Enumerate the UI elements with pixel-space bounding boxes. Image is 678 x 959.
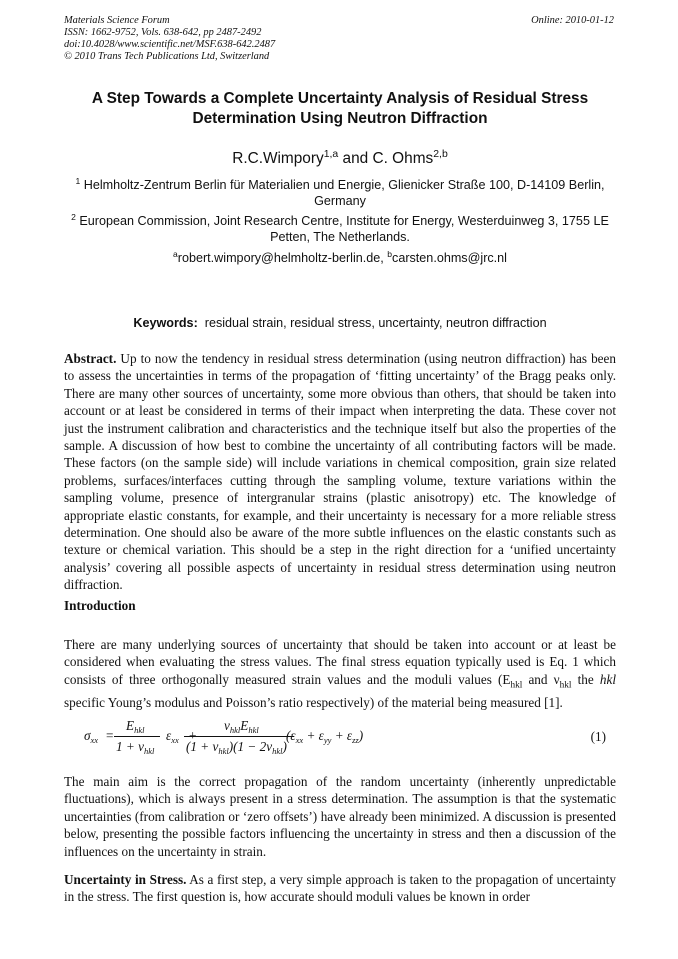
eq-frac2-num: $\nu_{hkl}E_{hkl}$	[224, 718, 259, 735]
equation-number: (1)	[590, 729, 606, 744]
eq-frac2-bar	[184, 736, 294, 737]
eq-frac1-num: $E_{hkl}$	[126, 718, 145, 735]
author-1: R.C.Wimpory	[232, 150, 324, 167]
eq-plus: +	[189, 728, 197, 743]
title-line-2: Determination Using Neutron Diffraction	[192, 110, 488, 127]
paper-title	[64, 89, 616, 129]
keywords-label: Keywords:	[133, 316, 198, 330]
author-line	[64, 150, 616, 168]
eq-frac1-bar	[114, 736, 160, 737]
email-b-sup: b	[387, 248, 393, 259]
email-a-sup: a	[173, 248, 178, 259]
email-a: robert.wimpory@helmholtz-berlin.de,	[177, 251, 388, 265]
abstract-label: Abstract.	[64, 351, 117, 366]
affiliation-1-sup: 1	[75, 175, 81, 186]
main-aim-paragraph: The main aim is the correct propagation of the random uncertainty (inherently unpredictable fluctuations), which is always present in a stress determination. The assumption is that the systematic uncertainties (from calibration or ‘zero offsets’) have already been minimized. A discussion is presented below, presenting the possible factors influencing the uncertainty in stress and then a discussion of the influences on the uncertainty in strain.	[64, 774, 616, 859]
intro-sub-1: hkl	[510, 679, 523, 690]
eq-frac1-den: $1 + \nu_{hkl}$	[116, 739, 155, 756]
section-heading-introduction: Introduction	[64, 598, 136, 613]
copyright-line: © 2010 Trans Tech Publications Ltd, Switzerland	[64, 51, 270, 62]
eq-strain-sum: $(\varepsilon_{xx} + \varepsilon_{yy} + \varepsilon_{zz})$	[286, 728, 364, 745]
uncertainty-in-stress-label: Uncertainty in Stress.	[64, 872, 187, 887]
eq-frac2-den: $(1 + \nu_{hkl})(1 - 2\nu_{hkl})$	[186, 739, 287, 756]
keywords	[64, 316, 616, 330]
author-emails	[64, 250, 616, 266]
uncertainty-in-stress-paragraph	[64, 871, 616, 906]
author-2: and C. Ohms	[338, 150, 434, 167]
equation-1	[64, 716, 616, 762]
eq-lhs: $\sigma_{xx}$	[84, 728, 99, 745]
online-date: Online: 2010-01-12	[531, 15, 614, 26]
intro-text-1: There are many underlying sources of uncertainty that should be taken into account or at least be considered when evaluating the stress values. The final stress equation typically used is Eq. 1 which consists of three orthogonally measured strain values and the moduli values (E	[64, 637, 616, 687]
email-b: carsten.ohms@jrc.nl	[392, 251, 507, 265]
author-1-sup: 1,a	[323, 148, 339, 160]
intro-italic-hkl: hkl	[599, 671, 616, 687]
affiliation-2-sup: 2	[71, 211, 76, 222]
doi-line: doi:10.4028/www.scientific.net/MSF.638-642.2487	[64, 39, 276, 50]
abstract	[64, 350, 616, 594]
affiliation-1-text: Helmholtz-Zentrum Berlin für Materialien und Energie, Glienicker Straße 100, D-14109 Berlin, Germany	[80, 178, 605, 208]
journal-header	[64, 15, 275, 63]
uncertainty-in-stress-text: As a first step, a very simple approach is taken to the propagation of uncertainty in the stress. The first question is, how accurate should moduli values be known in order	[64, 872, 616, 905]
affiliation-2-text: European Commission, Joint Research Centre, Institute for Energy, Westerduinweg 3, 1755 LE Petten, The Netherlands.	[75, 214, 609, 244]
intro-text-2: and ν	[522, 671, 560, 687]
intro-sub-2: hkl	[559, 679, 572, 690]
keywords-text: residual strain, residual stress, uncertainty, neutron diffraction	[197, 316, 547, 330]
intro-text-4: specific Young’s modulus and Poisson’s ratio respectively) of the material being measured [1].	[64, 694, 563, 710]
intro-text-3: the	[571, 671, 600, 687]
issn-line: ISSN: 1662-9752, Vols. 638-642, pp 2487-2492	[64, 27, 262, 38]
title-line-1: A Step Towards a Complete Uncertainty Analysis of Residual Stress	[91, 90, 589, 107]
affiliation-2	[64, 213, 616, 245]
eq-eps-xx: $\varepsilon_{xx}$	[166, 728, 179, 745]
affiliation-1	[64, 177, 616, 209]
author-2-sup: 2,b	[433, 148, 448, 160]
eq-equals: =	[106, 728, 114, 743]
journal-name: Materials Science Forum	[64, 15, 170, 26]
abstract-text: Up to now the tendency in residual stress determination (using neutron diffraction) has been to assess the uncertainties in terms of the propagation of ‘fitting uncertainty’ of the Bragg peaks only. There are many other sources of uncertainty, some more obvious than others, that should be taken into account or at least be considered in terms of their impact when interpreting the data. These cover not just the instrument calibration and characteristics and the technique itself but also the properties of the sample. A discussion of how best to combine the uncertainty of all contributing factors will be made. These factors (on the sample side) will include variations in chemical composition, grain size related problems, surfaces/interfaces cutting through the sampling volume, texture variations within the sampling volume, presence of intergranular strains (plastic anisotropy) etc. The knowledge of appropriate elastic constants, for example, and their uncertainty is necessary for a more reliable stress determination. One should also be aware of the more subtle influences on the elastic constants such as texture or chemical variation. This should be a step in the right direction for a ‘unified uncertainty analysis’ covering all possible aspects of uncertainty in residual stress determination using neutron diffraction.	[64, 351, 616, 593]
intro-paragraph	[64, 636, 616, 711]
